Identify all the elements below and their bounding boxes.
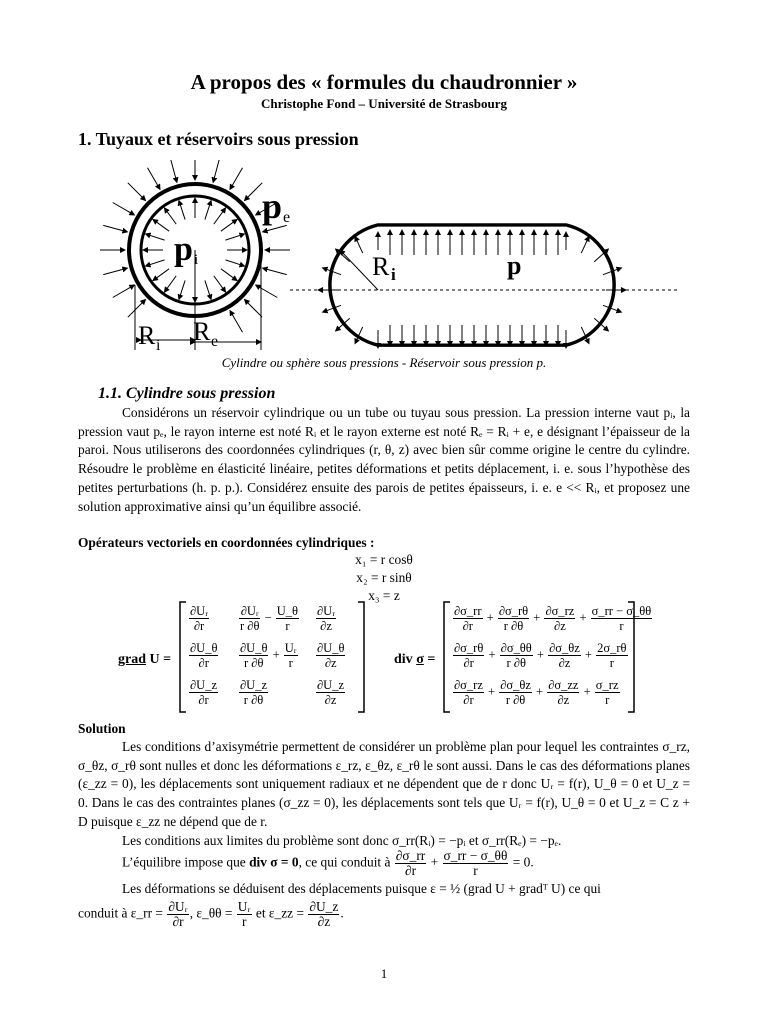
grad-cell: $\frac{\text{∂Uᵣ}}{r \partial\theta}$ − $\frac{U\_\theta}{r}$ (240, 604, 299, 633)
operators-heading: Opérateurs vectoriels en coordonnées cylindriques : (78, 535, 375, 550)
strain-b: , ε_θθ = (189, 905, 233, 921)
pressure-arrow (153, 219, 169, 231)
label-pi-sub: i (194, 252, 199, 268)
div-eq: = (423, 652, 436, 667)
pressure-arrow (214, 208, 226, 224)
label-pi: p (174, 231, 193, 268)
eq-text-b: div σ = 0 (249, 854, 299, 870)
subsection-heading: 1.1. Cylindre sous pression (98, 385, 276, 402)
eq-frac-1: $\frac{\partial\sigma\_rr}{\partial r}$ (395, 848, 426, 878)
div-row: $\frac{\partial\sigma\_rz}{\partial r}$ + $\frac{\partial\sigma\_\theta z}{r \partial\theta}$ + $\frac{\partial\sigma\_zz}{\partial z}$ + $\frac{\sigma\_rz}{r}$ (454, 678, 619, 707)
grad-rest: U = (146, 652, 172, 667)
document-title: A propos des « formules du chaudronnier » (190, 70, 578, 94)
coord-line-3: x₃ = z (368, 588, 400, 603)
grad-cell: $\frac{\partial U\_\theta}{r \partial\theta}$ + $\frac{\text{Uᵣ}}{r}$ (240, 641, 297, 670)
strain-frac-2: $\frac{\text{Uᵣ}}{r}$ (237, 899, 251, 929)
grad-cell: $\frac{\text{∂Uᵣ}}{\partial z}$ (317, 604, 336, 633)
div-row: $\frac{\partial\sigma\_r\theta}{\partial r}$ + $\frac{\partial\sigma\_\theta\theta}{r \partial\theta}$ + $\frac{\partial\sigma\_\theta z}{\partial z}$ + $\frac{2\sigma\_r\theta}{r}$ (454, 641, 627, 670)
pressure-arrow (221, 219, 237, 231)
strain-d: . (340, 905, 344, 921)
div-label (394, 652, 435, 668)
pressure-arrow (128, 299, 146, 317)
pressure-arrow (225, 260, 244, 266)
strain-a: conduit à ε_rr = (78, 905, 163, 921)
pressure-arrow (103, 268, 127, 274)
pressure-arrow (225, 234, 244, 240)
grad-cell: $\frac{\partial U\_\theta}{\partial r}$ (190, 641, 218, 670)
pressure-arrow (170, 160, 176, 182)
pressure-arrow (205, 280, 211, 299)
div-sigma: σ (416, 652, 424, 667)
intro-text: Considérons un réservoir cylindrique ou un tube ou tuyau sous pression. La pression interne vaut pᵢ, la pression vaut pₑ, le rayon interne est noté Rᵢ et le rayon externe est noté Rₑ = Rᵢ + e, e désignant l’épaisseur de la paroi. Nous utiliserons des coordonnées cylindriques (r, θ, z) avec bien sûr comme origine le centre du cylindre. Résoudre le problème en élasticité linéaire, petites déformations et petits déplacement, i. e. sous l’hypothèse des petites perturbations (h. p. p.). Considérez ensuite des parois de petites épaisseurs, i. e. e << Rᵢ, et proposez une solution approximative ainsi qu’un équilibre associé. (78, 405, 690, 514)
pressure-arrow (148, 168, 161, 190)
pressure-arrow (179, 280, 185, 299)
pressure-arrow (214, 276, 226, 292)
pressure-arrow (213, 160, 219, 182)
pressure-arrow (221, 269, 237, 281)
pressure-arrow (146, 260, 165, 266)
pressure-arrow (263, 225, 287, 231)
pressure-arrow (205, 201, 211, 220)
pressure-arrow (153, 269, 169, 281)
eq-end: = 0. (512, 854, 534, 870)
pressure-arrow (256, 285, 278, 298)
label-pe-sub: e (283, 209, 291, 226)
solution-text-2: Les conditions aux limites du problème sont donc σ_rr(Rᵢ) = −pᵢ et σ_rr(Rₑ) = −pₑ. (122, 832, 562, 848)
solution-text-1: Les conditions d’axisymétrie permettent de considérer un problème plan pour lequel les contraintes σ_rz, σ_θz, σ_rθ sont nulles et donc les déformations ε_rz, ε_θz, ε_rθ le sont aussi. Dans le cas des déformations planes (ε_zz = 0), les déplacements sont uniquement radiaux et ne dépendent que de r donc Uᵣ = f(r), U_θ = 0 et U_z = 0. Dans le cas des contraintes planes (σ_zz = 0), les déplacements sont tels que Uᵣ = f(r), U_θ = 0 et U_z = C z + D puisque ε_zz ne dépend que de r. (78, 739, 690, 829)
pressure-arrow (146, 234, 165, 240)
label-ri-right: R (372, 252, 390, 281)
grad-cell: $\frac{\partial U\_\theta}{\partial z}$ (317, 641, 345, 670)
pressure-arrow (113, 285, 135, 298)
figure-caption: Cylindre ou sphère sous pressions - Réservoir sous pression p. (221, 355, 547, 370)
grad-cell: $\frac{\text{∂Uᵣ}}{\partial r}$ (190, 604, 209, 633)
solution-strain-line (78, 900, 344, 929)
pressure-arrow (581, 236, 589, 253)
div-row: $\frac{\partial\sigma\_rr}{\partial r}$ + $\frac{\partial\sigma\_r\theta}{r \partial\theta}$ + $\frac{\partial\sigma\_rz}{\partial z}$ + $\frac{\sigma\_rr - \sigma\_\theta\theta}{r}$ (454, 604, 652, 633)
pressure-arrow (128, 183, 146, 201)
pressure-vessel-figure (90, 160, 690, 355)
pressure-arrow (230, 168, 243, 190)
pressure-arrow (179, 201, 185, 220)
intro-paragraph (78, 404, 690, 516)
pressure-arrow (244, 299, 262, 317)
strain-frac-1: $\frac{\text{∂Uᵣ}}{\partial r}$ (168, 899, 188, 929)
pressure-arrow (103, 225, 127, 231)
eq-text-c: , ce qui conduit à (298, 854, 391, 870)
def-text-b: ε = ½ (grad U + gradᵀ U) ce qui (430, 881, 601, 896)
strain-frac-3: $\frac{\partial U\_z}{\partial z}$ (309, 899, 339, 929)
section-heading: 1. Tuyaux et réservoirs sous pression (78, 129, 359, 149)
pressure-arrow (164, 208, 176, 224)
pressure-arrow (244, 183, 262, 201)
solution-paragraph-1 (78, 738, 690, 850)
label-re: R (193, 317, 211, 346)
pressure-arrow (230, 311, 243, 333)
def-text-a: Les déformations se déduisent des déplacements puisque (122, 881, 431, 896)
coord-line-1: x₁ = r cosθ (355, 552, 413, 567)
grad-cell: $\frac{\partial U\_z}{r \partial\theta}$ (240, 678, 268, 707)
grad-word: grad (118, 652, 146, 667)
eq-plus: + (430, 854, 439, 870)
strain-c: et ε_zz = (255, 905, 305, 921)
div-word: div (394, 652, 413, 667)
pressure-arrow (263, 268, 287, 274)
pressure-arrow (355, 236, 363, 253)
label-ri-left-sub: i (156, 337, 161, 354)
author-line: Christophe Fond – Université de Strasbourg (261, 96, 507, 111)
label-ri-left: R (138, 321, 156, 350)
page-number: 1 (380, 966, 388, 981)
tank-section (290, 225, 680, 348)
label-p: p (507, 251, 522, 280)
coord-line-2: x₂ = r sinθ (356, 570, 412, 585)
eq-frac-2: $\frac{\sigma\_rr - \sigma\_\theta\theta}{r}$ (443, 848, 508, 878)
grad-cell: $\frac{\partial U\_z}{\partial r}$ (190, 678, 218, 707)
grad-cell: $\frac{\partial U\_z}{\partial z}$ (317, 678, 345, 707)
label-pe: p (262, 186, 283, 226)
solution-equilibrium (122, 849, 534, 878)
grad-label (118, 652, 171, 668)
pressure-arrow (113, 203, 135, 216)
label-ri-right-sub: i (391, 265, 396, 284)
solution-deformation-line (122, 881, 601, 897)
eq-text-a: L’équilibre impose que (122, 854, 250, 870)
label-re-sub: e (211, 333, 219, 350)
solution-heading: Solution (78, 721, 126, 736)
pressure-arrow (164, 276, 176, 292)
